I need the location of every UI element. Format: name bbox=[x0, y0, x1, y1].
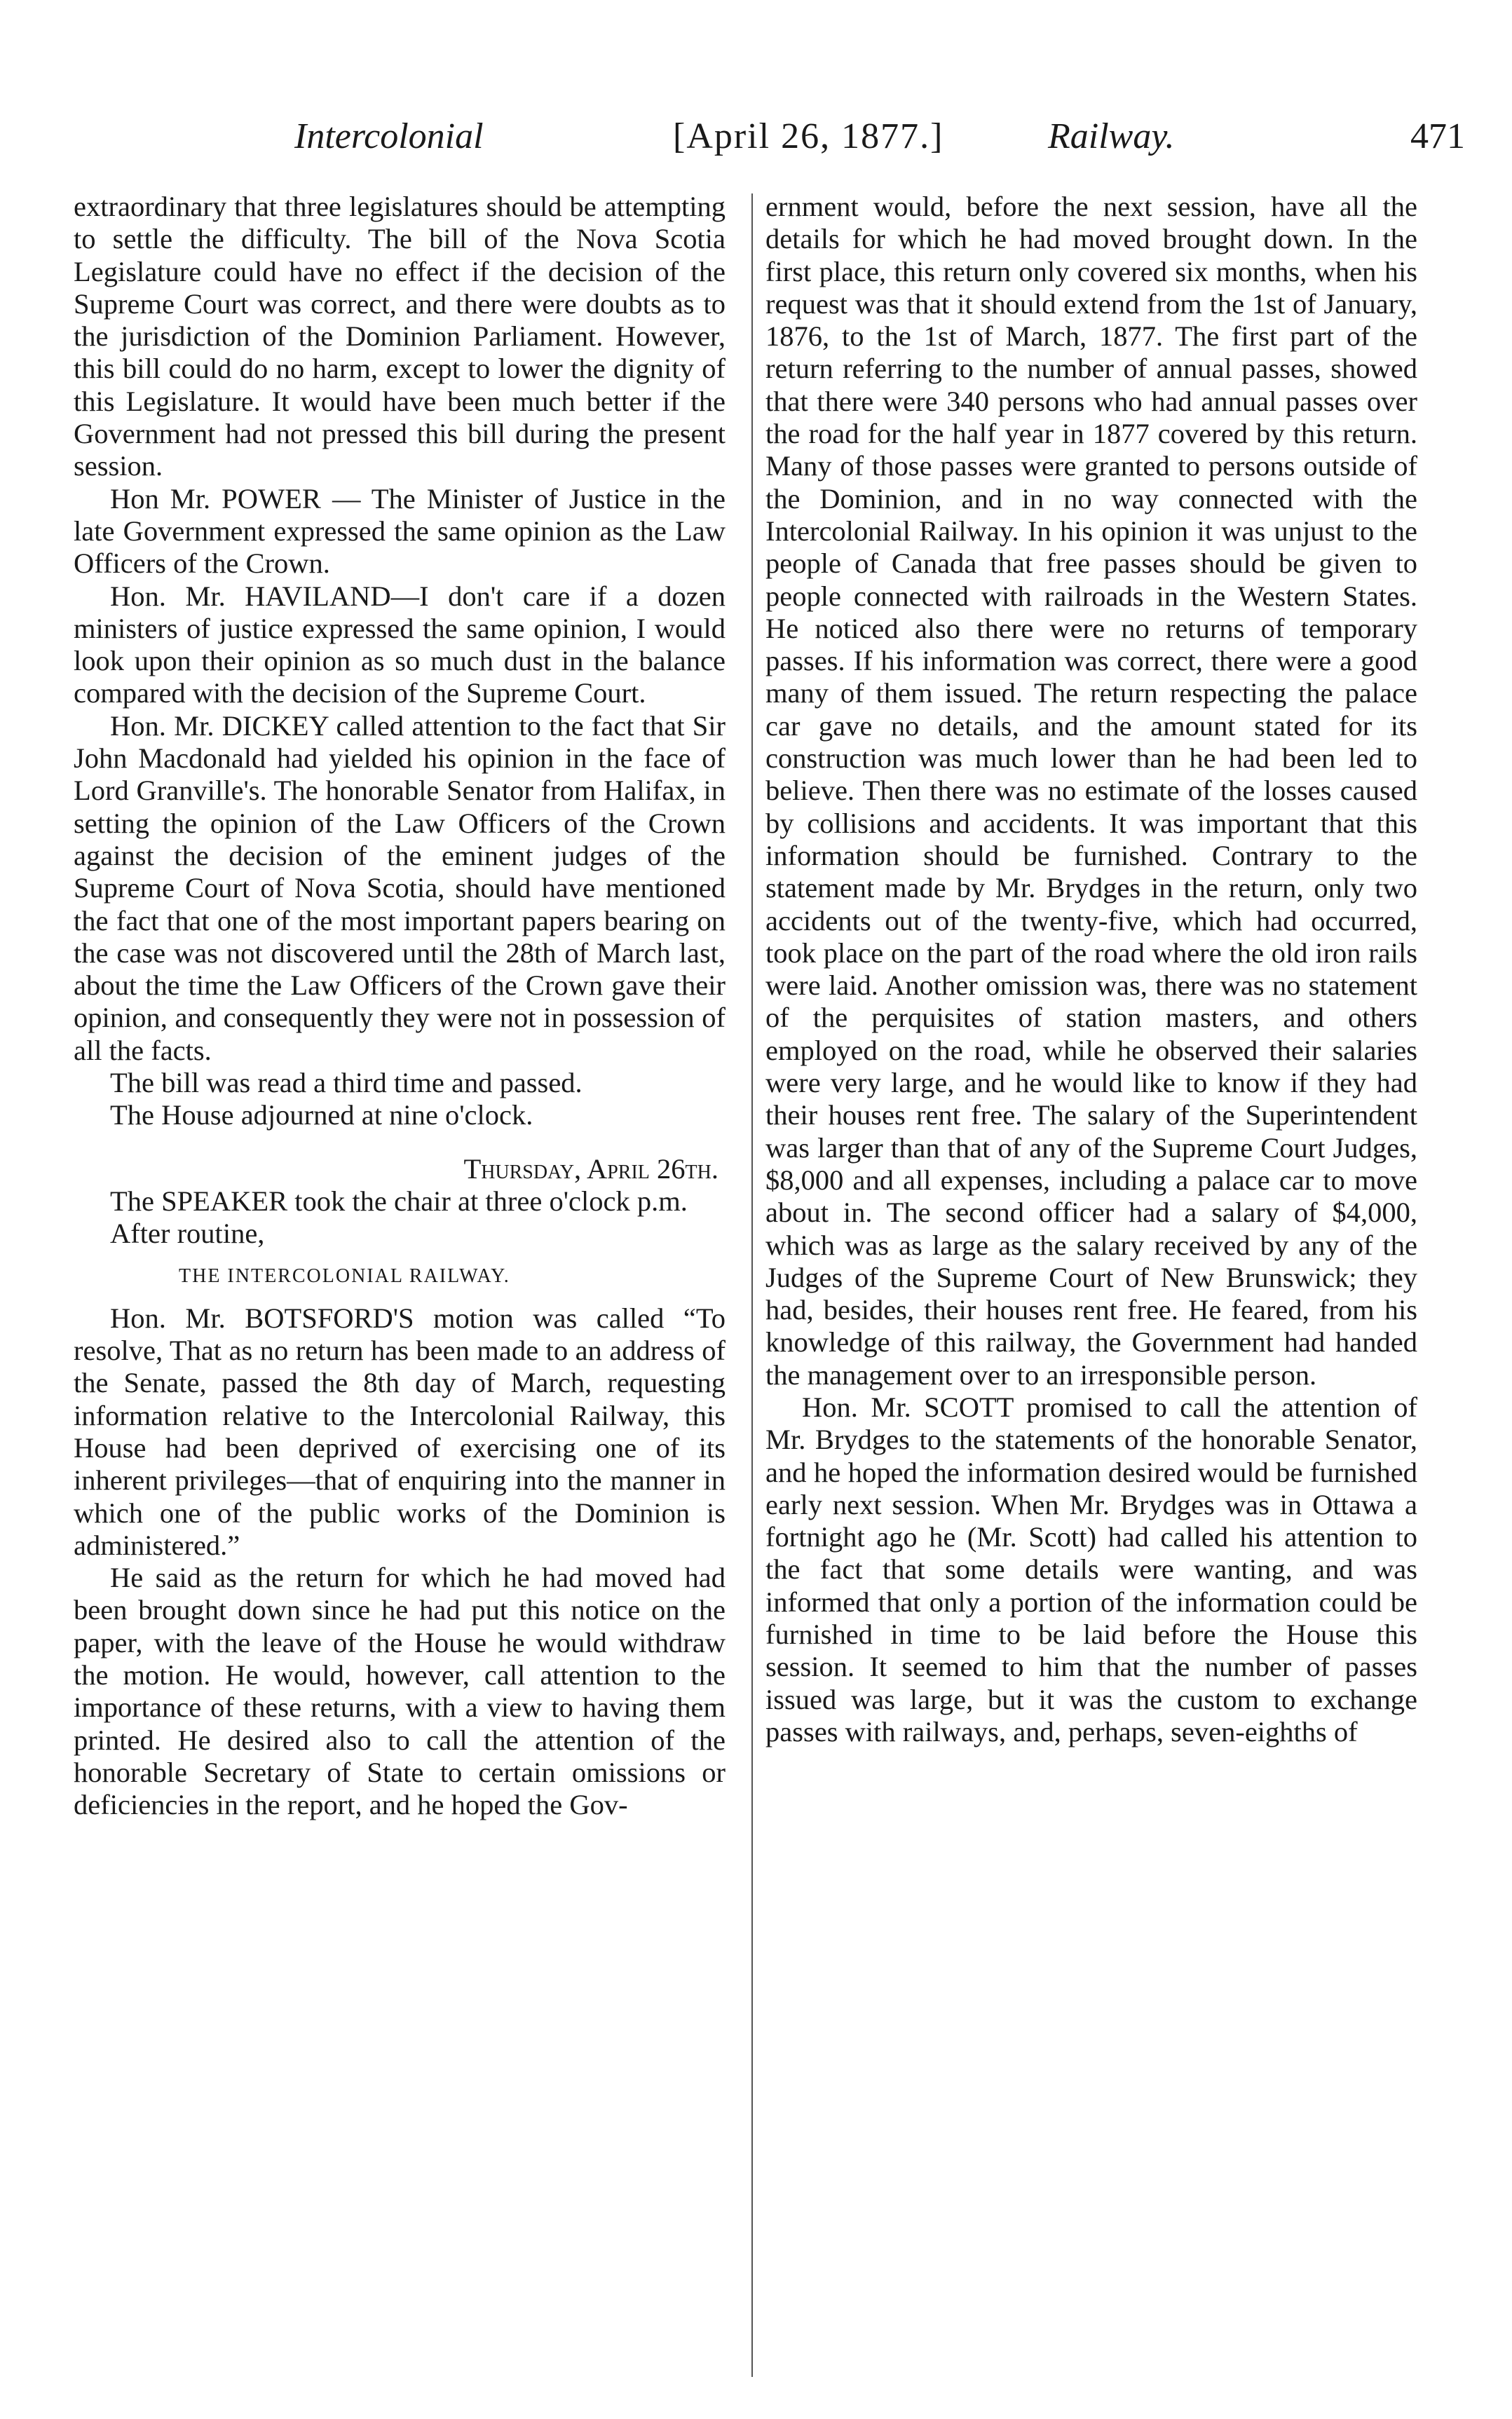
left-column bbox=[74, 191, 726, 1822]
paragraph-botsford-remarks: He said as the return for which he had moved had been brought down since he had put this notice on the paper, with the leave of the House he would withdraw the motion. He would, however, call attention to the importance of these returns, with a view to having them printed. He desired also to call the attention of the honorable Secretary of State to certain omissions or deficiencies in the report, and he hoped the Gov- bbox=[74, 1562, 726, 1821]
paragraph-bill-passed: The bill was read a third time and passed. bbox=[110, 1067, 583, 1099]
page-number: 471 bbox=[1410, 116, 1465, 156]
paragraph-adjourned: The House adjourned at nine o'clock. bbox=[110, 1099, 533, 1131]
header-section-left: Intercolonial bbox=[294, 116, 484, 156]
paragraph-continuation: extraordinary that three legislatures should be attempting to settle the difficulty. The bill of the Nova Scotia Legislature could have no effect if the decision of the Supreme Court was correct, and there were doubts as to the jurisdiction of the Dominion Parliament. However, this bill could do no harm, except to lower the dignity of this Legislature. It would have been much better if the Government had not pressed this bill during the present session. bbox=[74, 191, 726, 482]
paragraph-dickey: Hon. Mr. DICKEY called attention to the fact that Sir John Macdonald had yielded his opinion in the face of Lord Granville's. The honorable Senator from Halifax, in setting the opinion of the Law Officers of the Crown against the decision of the eminent judges of the Supreme Court of Nova Scotia, should have mentioned the fact that one of the most important papers bearing on the case was not discovered until the 28th of March last, about the time the Law Officers of the Crown gave their opinion, and consequently they were not in possession of all the facts. bbox=[74, 709, 726, 1066]
page-header bbox=[70, 112, 1465, 161]
column-divider bbox=[751, 193, 753, 2377]
right-column bbox=[765, 191, 1417, 1748]
paragraph-haviland: Hon. Mr. HAVILAND—I don't care if a dozen ministers of justice expressed the same opinion, I would look upon their opinion as so much dust in the balance compared with the decision of the Supreme Court. bbox=[74, 580, 726, 709]
header-section-right: Railway. bbox=[1048, 116, 1175, 156]
section-heading: THE INTERCOLONIAL RAILWAY. bbox=[179, 1265, 510, 1287]
paragraph-power: Hon Mr. POWER — The Minister of Justice in the late Government expressed the same opinion as the Law Officers of the Crown. bbox=[74, 482, 726, 580]
paragraph-routine: After routine, bbox=[110, 1218, 265, 1250]
paragraph-continuation-right: ernment would, before the next session, have all the details for which he had moved brought down. In the first place, this return only covered six months, when his request was that it should extend from the 1st of January, 1876, to the 1st of March, 1877. The first part of the return referring to the number of annual passes, showed that there were 340 persons who had annual passes over the road for the half year in 1877 covered by this return. Many of those passes were granted to persons outside of the Dominion, and in no way connected with the Intercolonial Railway. In his opinion it was unjust to the people of Canada that free passes should be given to people connected with railroads in the Western States. He noticed also there were no returns of temporary passes. If his information was correct, there were a good many of them issued. The return respecting the palace car gave no details, and the amount stated for its construction was much lower than he had been led to believe. Then there was no estimate of the losses caused by collisions and accidents. It was important that this information should be furnished. Contrary to the statement made by Mr. Brydges in the return, only two accidents out of the twenty-five, which had occurred, took place on the part of the road where the old iron rails were laid. Another omission was, there was no statement of the perquisites of station masters, and others employed on the road, while he observed their salaries were very large, and he would like to know if they had their houses rent free. The salary of the Superintendent was larger than that of any of the Supreme Court Judges, $8,000 and all expenses, including a palace car to move about in. The second officer had a salary of $4,000, which was as large as the salary received by any of the Judges of the Supreme Court of New Brunswick; they had, besides, their houses rent free. He feared, from his knowledge of this railway, the Government had handed the management over to an irresponsible person. bbox=[765, 191, 1417, 1391]
paragraph-scott: Hon. Mr. SCOTT promised to call the attention of Mr. Brydges to the statements of the honorable Senator, and he hoped the information desired would be furnished early next session. When Mr. Brydges was in Ottawa a fortnight ago he (Mr. Scott) had called his attention to the fact that some details were wanting, and was informed that only a portion of the information could be furnished in time to be laid before the House this session. It seemed to him that the number of passes issued was large, but it was the custom to exchange passes with railways, and, perhaps, seven-eighths of bbox=[765, 1391, 1417, 1747]
header-date: [April 26, 1877.] bbox=[673, 116, 944, 156]
paragraph-speaker: The SPEAKER took the chair at three o'clock p.m. bbox=[110, 1185, 688, 1217]
session-date: Thursday, April 26th. bbox=[463, 1152, 718, 1185]
paragraph-botsford-motion: Hon. Mr. BOTSFORD'S motion was called “To resolve, That as no return has been made to an address of the Senate, passed the 8th day of March, requesting information relative to the Intercolonial Railway, this House had been deprived of exercising one of its inherent privileges—that of enquiring into the manner in which one of the public works of the Dominion is administered.” bbox=[74, 1302, 726, 1561]
